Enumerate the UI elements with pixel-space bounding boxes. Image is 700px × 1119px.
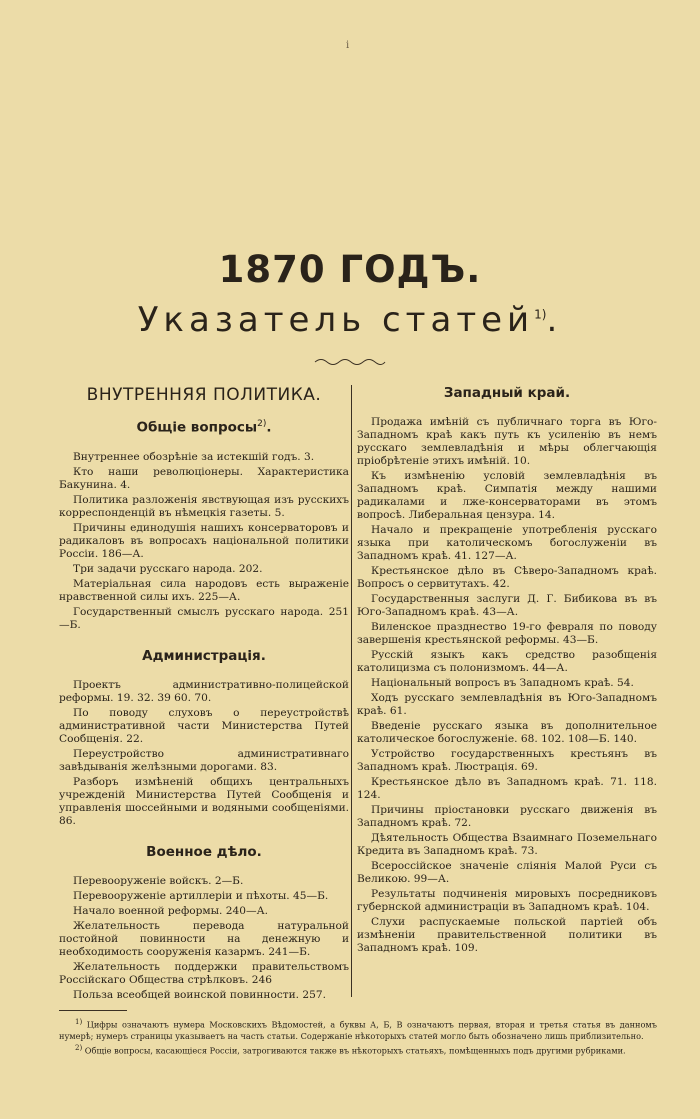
index-entry: Дѣятельность Общества Взаимнаго Поземельнаго Кредита въ Западномъ краѣ. 73. [357,832,657,857]
index-entry: Государственный смыслъ русскаго народа. 251—Б. [59,605,349,631]
index-entry: Начало военной реформы. 240—А. [73,904,269,917]
index-entry: Причины единодушія нашихъ консерваторовъ и радикаловъ въ вопросахъ національной политики Россіи. 186—А. [59,521,349,560]
index-entry: Кто наши революціонеры. Характеристика Бакунина. 4. [59,465,349,491]
index-entry: По поводу слуховъ о переустройствѣ административной части Министерства Путей Сообщенія. 22. [59,706,349,745]
footnote [59,1017,657,1042]
year-heading: 1870 ГОДЪ. [218,248,482,291]
footnote-rule [59,1010,127,1011]
entry-list [59,451,349,632]
index-entry: Причины пріостановки русскаго движенія въ Западномъ краѣ. 72. [357,804,657,829]
ornament-flourish-icon [313,356,387,368]
index-entry: Проектъ административно-полицейской реформы. 19. 32. 39 60. 70. [59,678,349,704]
right-entries [357,416,657,955]
left-groups [59,419,349,1002]
footnote-text: Цифры означаютъ нумера Московскихъ Вѣдомостей, а буквы А, Б, В означаютъ первая, вторая и третья статья въ данномъ нумерѣ; нумеръ страницы указываетъ на часть статьи. Содержаніе нѣкоторыхъ статей могло быть обозначено лишь приблизительно. [59,1019,657,1041]
index-entry: Русскій языкъ какъ средство разобщенія католицизма съ полонизмомъ. 44—А. [357,649,657,674]
title-footnote-mark: 1) [534,307,547,322]
subsection-heading-text: Администрація. [142,647,266,664]
page-mark: i [346,40,350,51]
index-entry: Результаты подчиненія мировыхъ посредниковъ губернской администраціи въ Западномъ краѣ. 104. [357,888,657,913]
index-entry: Продажа имѣній съ публичнаго торга въ Юго-Западномъ краѣ какъ путь къ усиленію въ немъ русскаго землевладѣнія и мѣры облегчающія пріобрѣтеніе этихъ имѣній. 10. [357,416,657,467]
index-entry: Польза всеобщей воинской повинности. 257. [73,988,327,1001]
index-entry: Слухи распускаемые польской партіей объ измѣненіи правительственной политики въ Западномъ краѣ. 109. [357,916,657,954]
page-title-text: Указатель статей [137,300,535,340]
page-title: Указатель статей$^{1)}$. [137,300,563,340]
index-entry: Крестьянское дѣло въ Западномъ краѣ. 71. 118. 124. [357,776,657,801]
entry-list [59,875,349,1002]
index-entry: Ходъ русскаго землевладѣнія въ Юго-Западномъ краѣ. 61. [357,692,657,717]
index-entry: Внутреннее обозрѣніе за истекшій годъ. 3. [73,450,315,463]
index-entry: Государственныя заслуги Д. Г. Бибикова въ въ Юго-Западномъ краѣ. 43—А. [357,593,657,618]
left-column [59,385,349,1018]
section-heading-internal-politics: ВНУТРЕННЯЯ ПОЛИТИКА. [86,385,322,405]
index-entry: Начало и прекращеніе употребленія русскаго языка при католическомъ богослуженіи въ Западномъ краѣ. 41. 127—А. [357,524,657,562]
heading-footnote-mark: 2) [257,419,267,429]
index-entry: Желательность перевода натуральной постойной повинности на денежную и необходимость сооруженія казармъ. 241—Б. [59,919,349,958]
index-entry: Перевооруженіе войскъ. 2—Б. [73,874,244,887]
entry-list [59,679,349,828]
index-entry: Три задачи русскаго народа. 202. [73,562,263,575]
footnote-mark: 1) [75,1018,83,1026]
subsection-heading-text: Военное дѣло. [146,843,262,860]
footnote [59,1043,657,1057]
footnote-mark: 2) [75,1043,83,1052]
column-divider [351,385,352,997]
index-entry: Разборъ измѣненій общихъ центральныхъ учрежденій Министерства Путей Сообщенія и управленія шоссейными и водяными сообщеніями. 86. [59,775,349,827]
index-entry: Къ измѣненію условій землевладѣнія въ Западномъ краѣ. Симпатія между нашими радикалами и лже-консерваторами въ этомъ вопросѣ. Либеральная цензура. 14. [357,470,657,521]
index-entry: Перевооруженіе артиллеріи и пѣхоты. 45—Б. [73,889,329,902]
subsection-heading-western-region: Западный край. [443,385,571,401]
right-column [357,385,657,957]
footnote-text: Общіе вопросы, касающіеся Россіи, затрогиваются также въ нѣкоторыхъ статьяхъ, помѣщенныхъ подъ другими рубриками. [84,1045,626,1056]
footnotes [59,1017,657,1057]
subsection-heading: Общіе вопросы$^{2)}$. [136,419,272,436]
index-entry: Желательность поддержки правительствомъ Россійскаго Общества стрѣлковъ. 246 [59,960,349,986]
index-entry: Устройство государственныхъ крестьянъ въ Западномъ краѣ. Люстрація. 69. [357,748,657,773]
index-entry: Матеріальная сила народовъ есть выраженіе нравственной силы ихъ. 225—А. [59,577,349,603]
index-entry: Національный вопросъ въ Западномъ краѣ. 54. [371,677,634,689]
index-entry: Переустройство административнаго завѣдыванія желѣзными дорогами. 83. [59,747,349,773]
index-entry: Политика разложенія явствующая изъ русскихъ корреспонденцій въ нѣмецкія газеты. 5. [59,493,349,519]
index-entry: Всероссійское значеніе сліянія Малой Руси съ Великою. 99—А. [357,860,657,885]
index-entry: Крестьянское дѣло въ Сѣверо-Западномъ краѣ. Вопросъ о сервитутахъ. 42. [357,565,657,590]
subsection-heading [59,648,349,664]
index-entry: Введеніе русскаго языка въ дополнительное католическое богослуженіе. 68. 102. 108—Б. 140. [357,720,657,745]
subsection-heading-text: Общіе вопросы [136,419,258,436]
index-entry: Виленское празднество 19-го февраля по поводу завершенія крестьянской реформы. 43—Б. [357,621,657,646]
subsection-heading [59,844,349,860]
